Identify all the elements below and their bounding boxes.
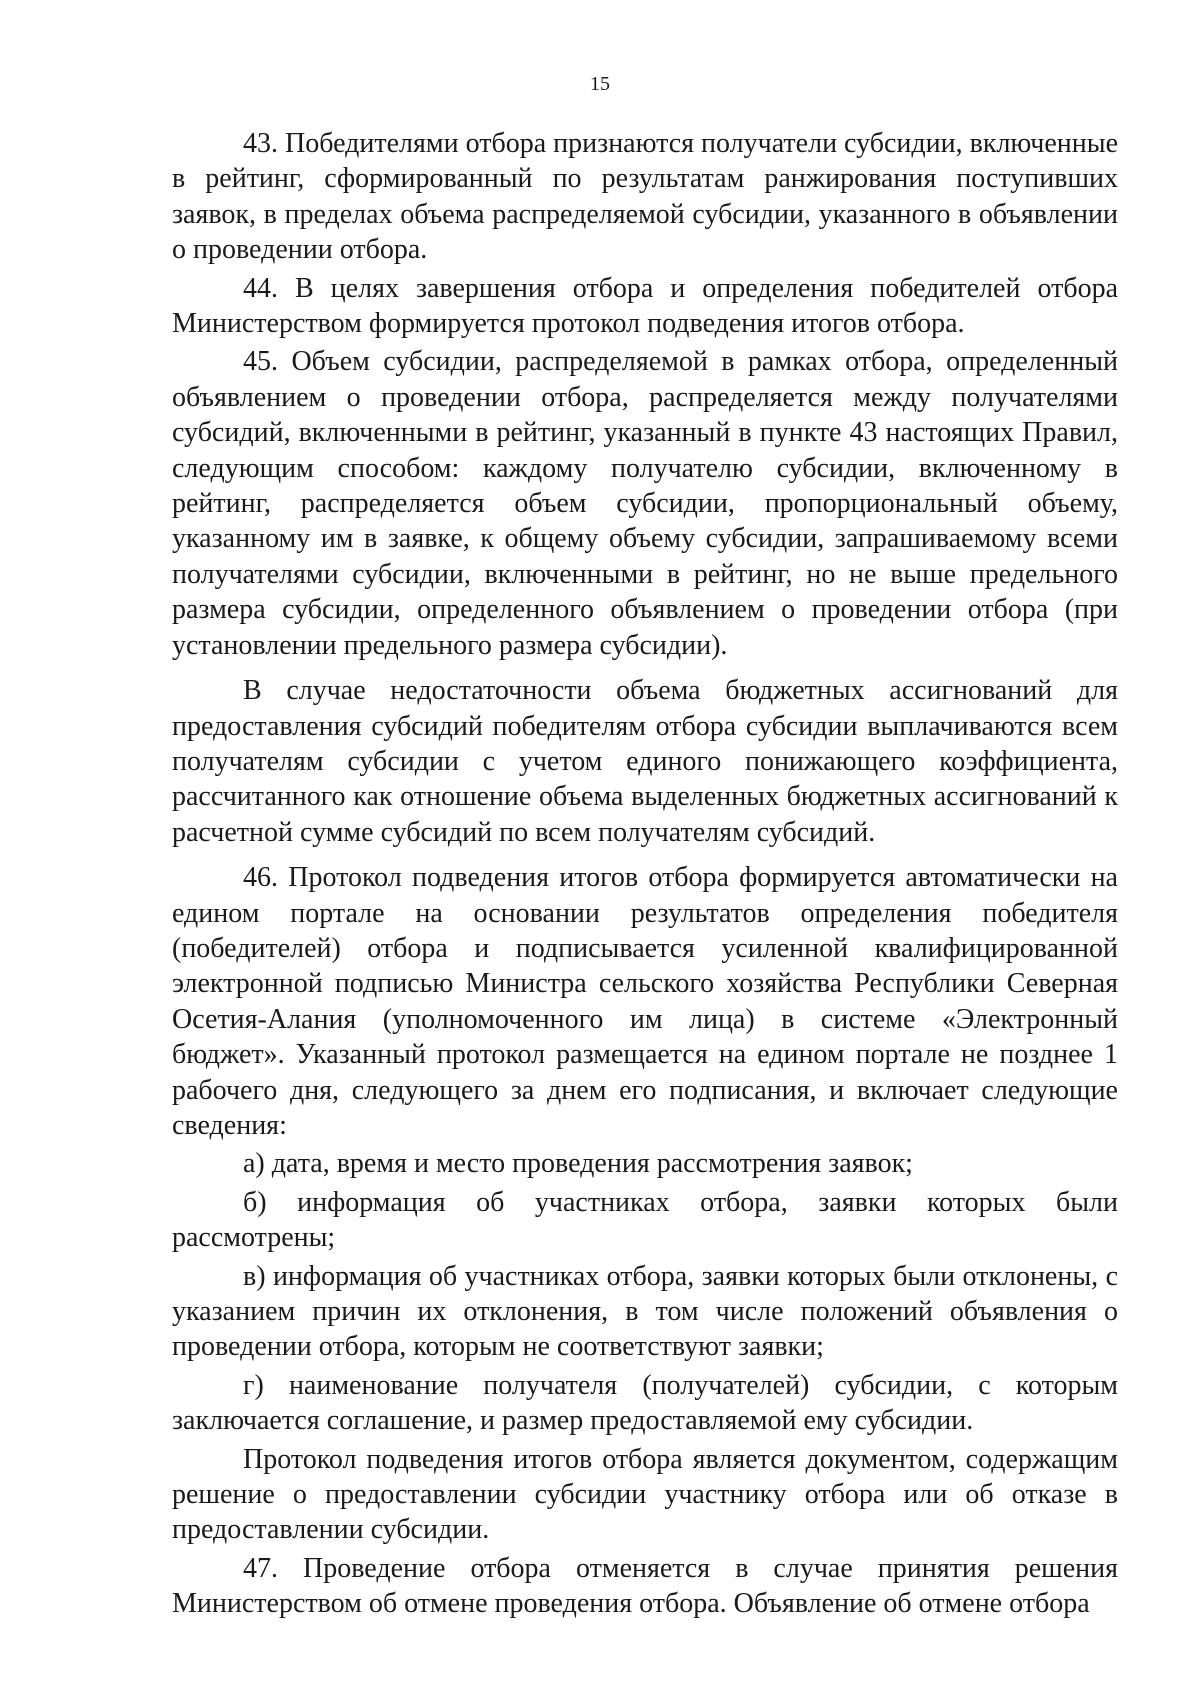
list-item-g: г) наименование получателя (получателей) субсидии, с которым заключается соглашение, и размер предоставляемой ему субсидии. — [172, 1369, 1118, 1437]
list-item-v: в) информация об участниках отбора, заявки которых были отклонены, с указанием причин их отклонения, в том числе положений объявления о проведении отбора, которым не соответствуют заявки; — [172, 1260, 1118, 1363]
paragraph-43: 43. Победителями отбора признаются получатели субсидии, включенные в рейтинг, сформированный по результатам ранжирования поступивших заявок, в пределах объема распределяемой субсидии, указанного в объявлении о проведении отбора. — [172, 128, 1118, 266]
paragraph-45-insufficient-funds: В случае недостаточности объема бюджетных ассигнований для предоставления субсидий победителям отбора субсидии выплачиваются всем получателям субсидии с учетом единого понижающего коэффициента, рассчитанного как отношение объема выделенных бюджетных ассигнований к расчетной сумме субсидий по всем получателям субсидий. — [172, 675, 1118, 848]
paragraph-47: 47. Проведение отбора отменяется в случае принятия решения Министерством об отмене проведения отбора. Объявление об отмене отбора — [172, 1552, 1118, 1620]
paragraph-46: 46. Протокол подведения итогов отбора формируется автоматически на едином портале на основании результатов определения победителя (победителей) отбора и подписывается усиленной квалифицированной электронной подписью Министра сельского хозяйства Республики Северная Осетия-Алания (уполномоченного им лица) в системе «Электронный бюджет». Указанный протокол размещается на едином портале не позднее 1 рабочего дня, следующего за днем его подписания, и включает следующие сведения: — [172, 862, 1118, 1141]
paragraph-45: 45. Объем субсидии, распределяемой в рамках отбора, определенный объявлением о проведении отбора, распределяется между получателями субсидий, включенными в рейтинг, указанный в пункте 43 настоящих Правил, следующим способом: каждому получателю субсидии, включенному в рейтинг, распределяется объем субсидии, пропорциональный объему, указанному им в заявке, к общему объему субсидии, запрашиваемому всеми получателями субсидии, включенными в рейтинг, но не выше предельного размера субсидии, определенного объявлением о проведении отбора (при установлении предельного размера субсидии). — [172, 346, 1118, 661]
page-number: 15 — [590, 73, 610, 95]
document-body — [172, 126, 1118, 1622]
paragraph-46-protocol-status: Протокол подведения итогов отбора является документом, содержащим решение о предоставлении субсидии участнику отбора или об отказе в предоставлении субсидии. — [172, 1443, 1118, 1546]
list-item-a: а) дата, время и место проведения рассмотрения заявок; — [243, 1148, 913, 1180]
list-item-b: б) информация об участниках отбора, заявки которых были рассмотрены; — [172, 1186, 1118, 1254]
paragraph-44: 44. В целях завершения отбора и определения победителей отбора Министерством формируется протокол подведения итогов отбора. — [172, 272, 1118, 340]
